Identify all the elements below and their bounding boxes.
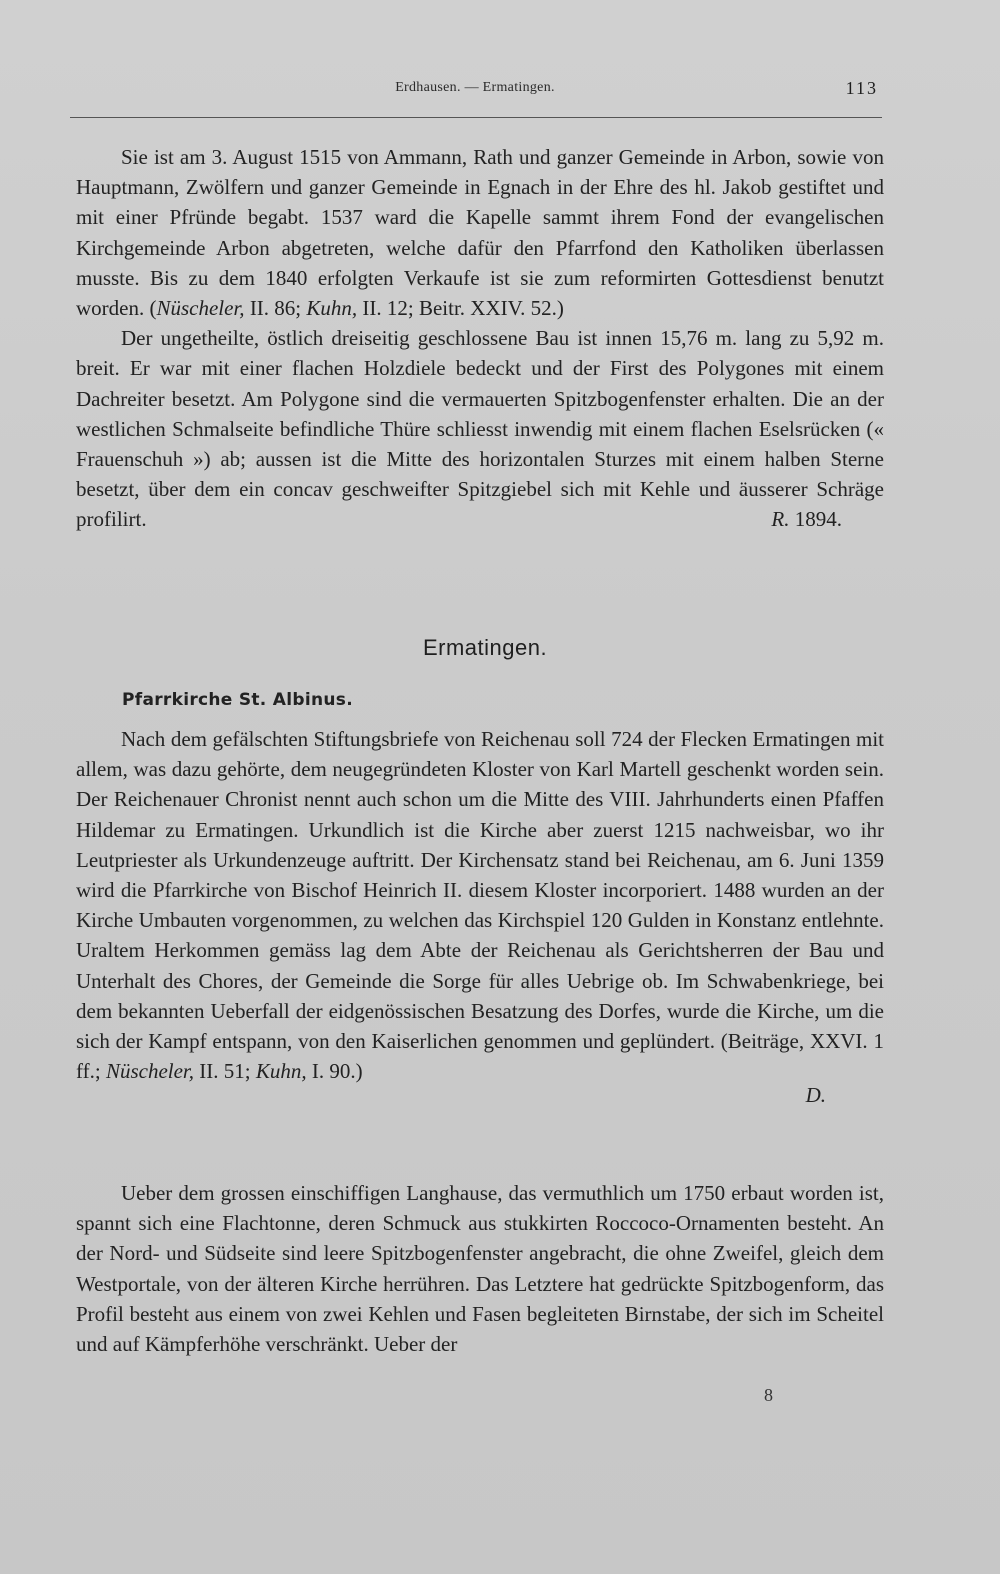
reference-text: II. 86; (244, 296, 307, 321)
ermatingen-text-2 (76, 1178, 884, 1359)
erdhausen-paragraph-1 (76, 142, 884, 323)
reference-author: Kuhn, (306, 296, 358, 321)
author-signature: D. (805, 1083, 826, 1108)
subsection-title: Pfarrkirche St. Albinus. (122, 690, 353, 710)
paragraph-text: Nach dem gefälschten Stiftungsbriefe von Reichenau soll 724 der Flecken Ermatingen mit allem, was dazu gehörte, dem neugegründeten Kloster von Karl Martell geschenkt worden sein. Der Reichenauer Chronist nennt auch schon um die Mitte des VIII. Jahrhunderts einen Pfaffen Hildemar zu Ermatingen. Urkundlich ist die Kirche aber zuerst 1215 nachweisbar, wo ihr Leutpriester als Urkundenzeuge auftritt. Der Kirchensatz stand bei Reichenau, am 6. Juni 1359 wird die Pfarrkirche von Bischof Heinrich II. diesem Kloster incorporiert. 1488 wurden an der Kirche Umbauten vorgenommen, zu welchen das Kirchspiel 120 Gulden in Konstanz entlehnte. Uraltem Herkommen gemäss lag dem Abte der Reichenau als Gerichtsherren der Bau und Unterhalt des Chores, der Gemeinde die Sorge für alles Uebrige ob. Im Schwabenkriege, bei dem bekannten Ueberfall der eidgenössischen Besatzung des Dorfes, wurde die Kirche, um die sich der Kampf entspann, von den Kaiserlichen genommen und geplündert. (Beiträge, XXVI. 1 ff.; (76, 727, 884, 1084)
ermatingen-text (76, 724, 884, 1111)
ermatingen-paragraph-2: Ueber dem grossen einschiffigen Langhause, das vermuthlich um 1750 erbaut worden ist, spannt sich eine Flachtonne, deren Schmuck aus stukkirten Roccoco-Ornamenten besteht. An der Nord- und Südseite sind leere Spitzbogenfenster angebracht, die ohne Zweifel, gleich dem Westportale, von der älteren Kirche herrühren. Das Letztere hat gedrückte Spitzbogenform, das Profil besteht aus einem von zwei Kehlen und Fasen begleiteten Birnstabe, der sich im Scheitel und auf Kämpferhöhe verschränkt. Ueber der (76, 1181, 884, 1357)
author-signature (726, 504, 842, 534)
signature-initial: R. (771, 507, 790, 532)
erdhausen-paragraph-2 (76, 323, 884, 534)
section-title: Ermatingen. (422, 635, 548, 660)
reference-text: II. 51; (194, 1059, 256, 1084)
ermatingen-paragraph-1 (76, 724, 884, 1086)
reference-text: I. 90.) (306, 1059, 363, 1084)
signature-year: 1894. (794, 507, 842, 532)
page-number: 113 (845, 78, 878, 98)
reference-author: Nüscheler, (105, 1059, 195, 1084)
reference-text: II. 12; Beitr. XXIV. 52.) (357, 296, 564, 321)
erdhausen-text (76, 142, 884, 535)
paragraph-text: Der ungetheilte, östlich dreiseitig geschlossene Bau ist innen 15,76 m. lang zu 5,92 m. breit. Er war mit einer flachen Holzdiele bedeckt und der First des Polygones mit einem Dachreiter besetzt. Am Polygone sind die vermauerten Spitzbogenfenster erhalten. Die an der westlichen Schmalseite befindliche Thüre schliesst inwendig mit einem flachen Eselsrücken (« Frauenschuh ») ab; aussen ist die Mitte des horizontalen Sturzes mit einem halben Sterne besetzt, über dem ein concav geschweifter Spitzgiebel sich mit Kehle und äusserer Schräge profilirt. (76, 326, 884, 532)
running-title: Erdhausen. — Ermatingen. (395, 80, 555, 95)
sheet-signature: 8 (764, 1385, 773, 1405)
paragraph-text: Sie ist am 3. August 1515 von Ammann, Rath und ganzer Gemeinde in Arbon, sowie von Hauptmann, Zwölfern und ganzer Gemeinde in Egnach in der Ehre des hl. Jakob gestiftet und mit einer Pfründe begabt. 1537 ward die Kapelle sammt ihrem Fond der evangelischen Kirchgemeinde Arbon abgetreten, welche dafür den Pfarrfond den Katholiken überlassen musste. Bis zu dem 1840 erfolgten Verkaufe ist sie zum reformirten Gottesdienst benutzt worden. ( (76, 145, 884, 321)
reference-author: Kuhn, (255, 1059, 307, 1084)
header-rule (70, 117, 882, 118)
reference-author: Nüscheler, (156, 296, 245, 321)
